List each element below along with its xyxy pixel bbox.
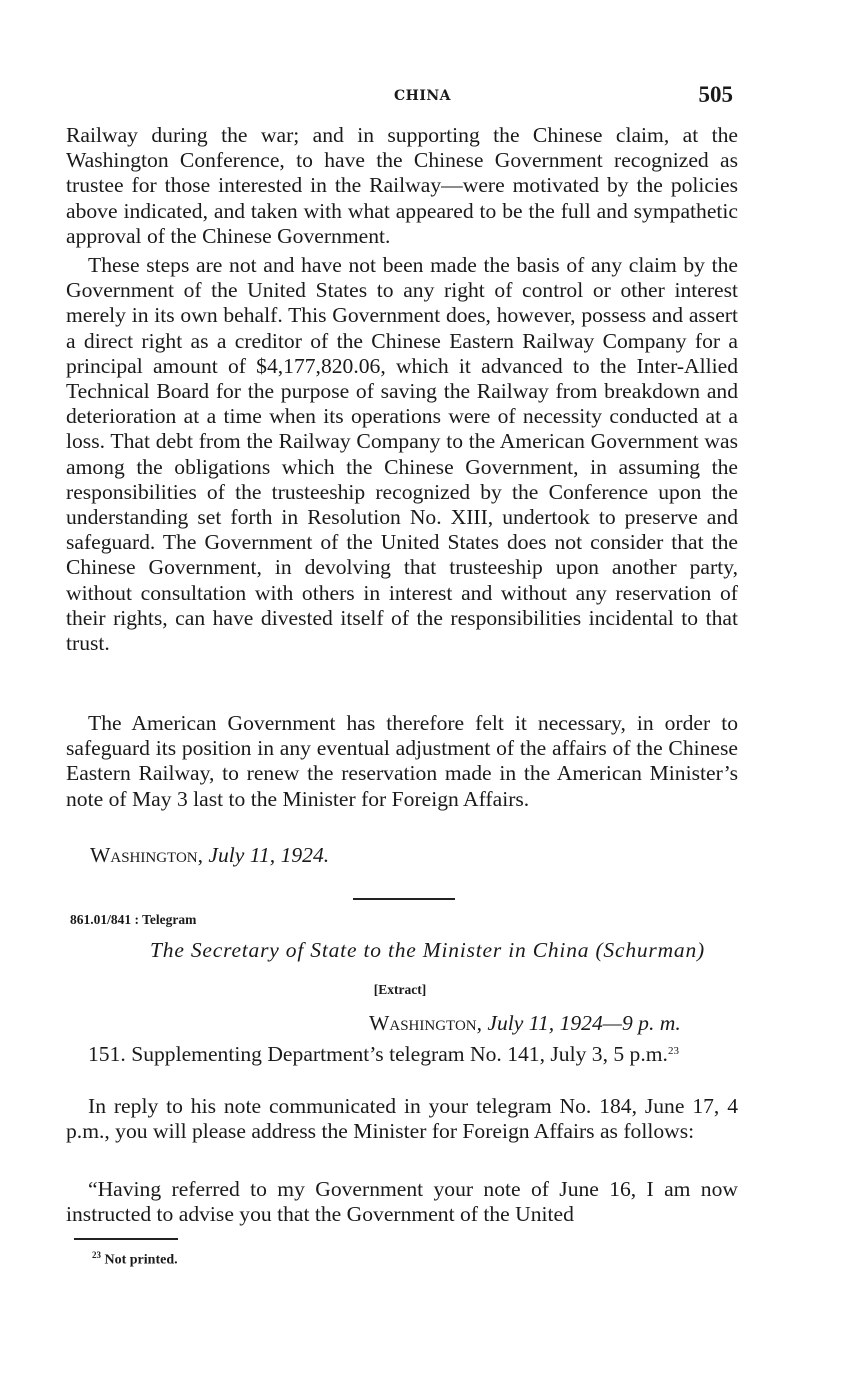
body-paragraph-3: The American Government has therefore felt it necessary, in order to safeguard its position in any eventual adjustment of the affairs of the Chinese Eastern Railway, to renew the reservation made in the American Minister’s note of May 3 last to the Minister for Foreign Affairs. [66,711,738,811]
extract-label: [Extract] [373,982,427,997]
memo-dateline [90,843,329,868]
dateline-date: July 11, 1924. [208,843,330,867]
page-number: 505 [698,82,733,107]
quoted-note [66,1177,738,1227]
running-header [0,82,845,110]
dateline-place: Washington, [90,843,204,867]
quoted-note-text: “Having referred to my Government your note of June 16, I am now instructed to advise you that the Government of the United [66,1177,738,1227]
telegram-paragraph-1-text: 151. Supplementing Department’s telegram No. 141, July 3, 5 p.m. [88,1042,668,1066]
file-reference: 861.01/841 : Telegram [70,912,197,927]
footnote-reference: 23 [667,1045,679,1057]
telegram-dateline-place: Washington, [369,1011,483,1035]
footnote [92,1250,178,1269]
body-paragraph-1: Railway during the war; and in supporting the Chinese claim, at the Washington Conference, to have the Chinese Government recognized as trustee for those interested in the Railway—were motivated by the policies above indicated, and taken with what appeared to be the full and sympathetic approval of the Chinese Government. [66,123,738,248]
footnote-divider [74,1238,178,1240]
telegram-dateline [369,1011,681,1036]
paragraph-continued [66,123,738,249]
telegram-paragraph-2 [66,1094,738,1144]
paragraph-reservation [66,711,738,812]
footnote-text: Not printed. [104,1252,178,1268]
running-title: CHINA [393,88,452,104]
section-divider [353,898,455,900]
telegram-paragraph-1 [66,1042,738,1067]
telegram-dateline-date: July 11, 1924—9 p. m. [487,1011,681,1035]
telegram-title: The Secretary of State to the Minister in China (Schurman) [150,938,705,962]
footnote-mark: 23 [92,1250,101,1260]
telegram-paragraph-2-text: In reply to his note communicated in your telegram No. 184, June 17, 4 p.m., you will please address the Minister for Foreign Affairs as follows: [66,1094,738,1144]
body-paragraph-2: These steps are not and have not been made the basis of any claim by the Government of the United States to any right of control or other interest merely in its own behalf. This Government does, however, possess and assert a direct right as a creditor of the Chinese Eastern Railway Company for a principal amount of $4,177,820.06, which it advanced to the Inter-Allied Technical Board for the purpose of saving the Railway from breakdown and deterioration at a time when its operations were of necessity conducted at a loss. That debt from the Railway Company to the American Government was among the obligations which the Chinese Government, in assuming the responsibilities of the trusteeship recognized by the Conference upon the understanding set forth in Resolution No. XIII, undertook to preserve and safeguard. The Government of the United States does not consider that the Chinese Government, in devolving that trusteeship upon another party, without consultation with others in interest and without any reservation of their rights, can have divested itself of the responsibilities incidental to that trust. [66,253,738,656]
paragraph-debt-claim [66,253,738,656]
